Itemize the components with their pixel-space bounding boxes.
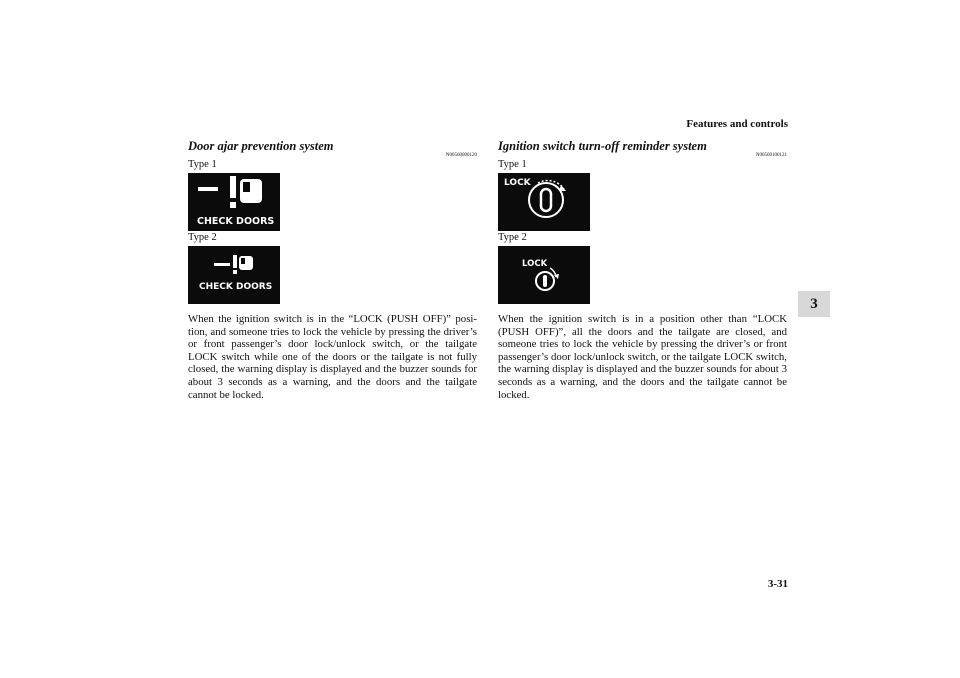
section-code: N00560000120 (445, 153, 477, 158)
type2-label: Type 2 (188, 232, 217, 243)
page-number: 3-31 (767, 578, 788, 590)
page-header: Features and controls (686, 118, 788, 130)
check-doors-text: CHECK DOORS (197, 216, 275, 227)
type1-label: Type 1 (498, 159, 527, 170)
ignition-reminder-section (498, 139, 787, 401)
section-body: When the ignition switch is in a position other than “LOCK (PUSH OFF)”, all the doors and the tailgate are closed, and someone tries to lock the vehicle by pressing the driver’s or front passenger’s door lock/unlock switch, or the tailgate LOCK switch, the warning display is displayed and the buzzer sounds for about 3 seconds as a warning, and the doors and the tailgate cannot be locked. (498, 313, 787, 401)
type1-label: Type 1 (188, 159, 217, 170)
check-doors-display-type1 (188, 173, 280, 231)
section-body: When the ignition switch is in the “LOCK (PUSH OFF)” posi-tion, and someone tries to lock the vehicle by pressing the driver’s or front passenger’s door lock/unlock switch, or the tailgate LOCK switch while one of the doors or the tailgate is not fully closed, the warning display is displayed and the buzzer sounds for about 3 seconds as a warning, and the doors and the tailgate cannot be locked. (188, 313, 477, 401)
check-doors-display-type2 (188, 246, 280, 304)
door-ajar-section (188, 139, 477, 401)
type2-label: Type 2 (498, 232, 527, 243)
section-title: Door ajar prevention system (188, 139, 334, 153)
lock-text: LOCK (522, 259, 548, 269)
lock-text: LOCK (504, 178, 531, 188)
check-doors-text: CHECK DOORS (199, 282, 273, 292)
section-code: N00560100121 (755, 153, 787, 158)
section-title: Ignition switch turn-off reminder system (498, 139, 707, 153)
lock-display-type2 (498, 246, 590, 304)
lock-display-type1 (498, 173, 590, 231)
ignition-switch-icon (498, 173, 590, 231)
door-ajar-icon (188, 246, 280, 304)
ignition-switch-icon (498, 246, 590, 304)
chapter-tab: 3 (798, 291, 830, 317)
